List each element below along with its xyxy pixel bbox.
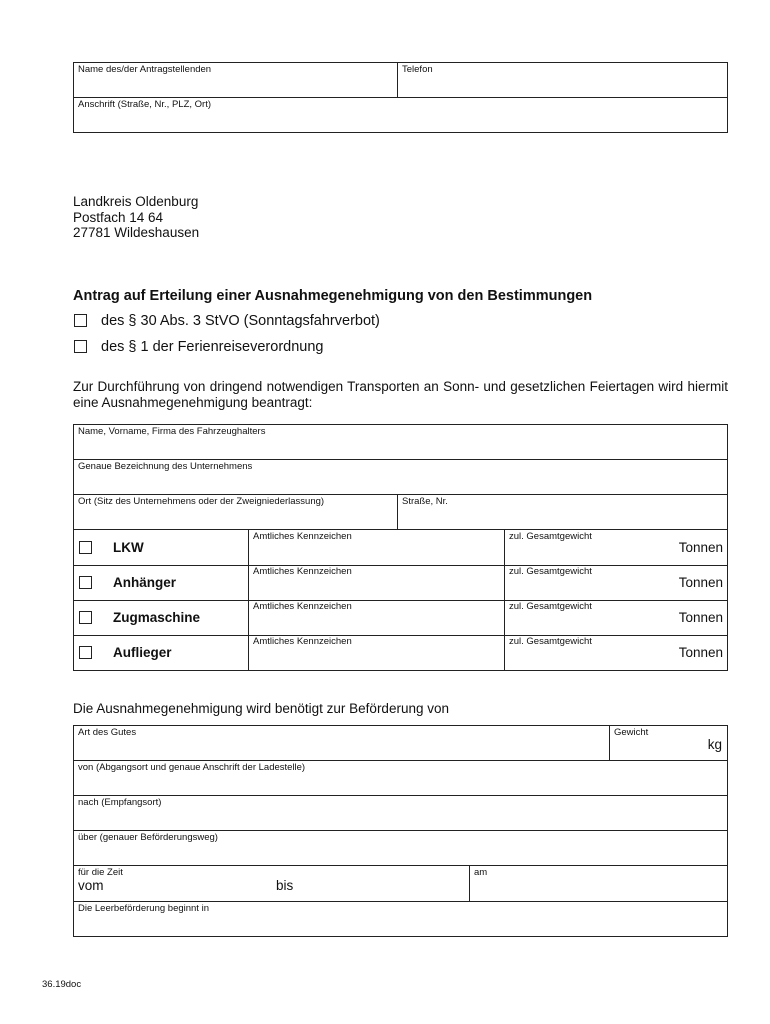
date-field[interactable]: am: [474, 867, 488, 878]
vehicle-divider-3: [73, 635, 728, 636]
from-location-field[interactable]: von (Abgangsort und genaue Anschrift der Ladestelle): [78, 762, 306, 773]
holder-divider-2: [73, 494, 728, 495]
vehicle-checkbox-zugmaschine[interactable]: [79, 611, 92, 624]
vehicle-unit-anhaenger: Tonnen: [678, 575, 723, 590]
vehicle-unit-zugmaschine: Tonnen: [678, 610, 723, 625]
applicant-address-field[interactable]: Anschrift (Straße, Nr., PLZ, Ort): [78, 99, 212, 110]
vehicle-checkbox-auflieger[interactable]: [79, 646, 92, 659]
holder-divider-1: [73, 459, 728, 460]
vehicle-unit-auflieger: Tonnen: [678, 645, 723, 660]
recipient-address: [73, 194, 199, 241]
to-location-field[interactable]: nach (Empfangsort): [78, 797, 162, 808]
vehicle-type-lkw: LKW: [113, 540, 144, 555]
transport-divider-3: [73, 830, 728, 831]
transport-divider-1: [73, 760, 728, 761]
applicant-col-divider: [397, 62, 398, 97]
vehicle-weight-field-zugmaschine[interactable]: zul. Gesamtgewicht: [509, 601, 592, 612]
vehicle-weight-field-auflieger[interactable]: zul. Gesamtgewicht: [509, 636, 592, 647]
transport-divider-2: [73, 795, 728, 796]
transport-weight-divider: [609, 725, 610, 760]
route-field[interactable]: über (genauer Beförderungsweg): [78, 832, 218, 843]
option-checkbox-sunday[interactable]: [74, 314, 87, 327]
vehicle-plate-field-lkw[interactable]: Amtliches Kennzeichen: [253, 531, 352, 542]
vehicle-checkbox-lkw[interactable]: [79, 541, 92, 554]
option-label-sunday: des § 30 Abs. 3 StVO (Sonntagsfahrverbot): [101, 313, 380, 329]
period-field[interactable]: für die Zeit: [78, 867, 123, 878]
vehicle-unit-lkw: Tonnen: [678, 540, 723, 555]
applicant-divider: [73, 97, 728, 98]
vehicle-plate-field-zugmaschine[interactable]: Amtliches Kennzeichen: [253, 601, 352, 612]
vehicle-type-anhaenger: Anhänger: [113, 575, 177, 590]
option-checkbox-holiday[interactable]: [74, 340, 87, 353]
form-title: Antrag auf Erteilung einer Ausnahmegenehmigung von den Bestimmungen: [73, 288, 593, 304]
applicant-phone-field[interactable]: Telefon: [402, 64, 433, 75]
recipient-line-1: Landkreis Oldenburg: [73, 194, 199, 209]
vehicle-weight-field-anhaenger[interactable]: zul. Gesamtgewicht: [509, 566, 592, 577]
transport-divider-4: [73, 865, 728, 866]
holder-place-field[interactable]: Ort (Sitz des Unternehmens oder der Zweigniederlassung): [78, 496, 325, 507]
intro-text: Zur Durchführung von dringend notwendigen Transporten an Sonn- und gesetzlichen Feiertagen wird hiermit eine Ausnahmegenehmigung beantragt:: [73, 379, 728, 410]
vehicle-type-zugmaschine: Zugmaschine: [113, 610, 201, 625]
vehicle-col-divider-1: [248, 529, 249, 671]
holder-divider-3: [73, 529, 728, 530]
vehicle-plate-field-auflieger[interactable]: Amtliches Kennzeichen: [253, 636, 352, 647]
goods-weight-unit: kg: [707, 737, 722, 752]
document-code: 36.19doc: [42, 979, 82, 990]
empty-run-field[interactable]: Die Leerbeförderung beginnt in: [78, 903, 209, 914]
transport-heading: Die Ausnahmegenehmigung wird benötigt zur Beförderung von: [73, 701, 449, 716]
holder-company-field[interactable]: Genaue Bezeichnung des Unternehmens: [78, 461, 253, 472]
recipient-line-2: Postfach 14 64: [73, 209, 164, 225]
period-from-label: vom: [78, 878, 104, 893]
holder-street-field[interactable]: Straße, Nr.: [402, 496, 448, 507]
goods-type-field[interactable]: Art des Gutes: [78, 727, 137, 738]
vehicle-checkbox-anhaenger[interactable]: [79, 576, 92, 589]
period-to-label: bis: [276, 878, 294, 893]
transport-date-divider: [469, 865, 470, 901]
holder-street-divider: [397, 494, 398, 529]
goods-weight-field[interactable]: Gewicht: [614, 727, 649, 738]
holder-name-field[interactable]: Name, Vorname, Firma des Fahrzeughalters: [78, 426, 266, 437]
vehicle-col-divider-2: [504, 529, 505, 671]
vehicle-divider-2: [73, 600, 728, 601]
recipient-line-3: 27781 Wildeshausen: [73, 225, 200, 240]
option-label-holiday: des § 1 der Ferienreiseverordnung: [101, 339, 324, 355]
vehicle-type-auflieger: Auflieger: [113, 645, 172, 660]
vehicle-divider-1: [73, 565, 728, 566]
vehicle-weight-field-lkw[interactable]: zul. Gesamtgewicht: [509, 531, 592, 542]
applicant-name-field[interactable]: Name des/der Antragstellenden: [78, 64, 212, 75]
vehicle-plate-field-anhaenger[interactable]: Amtliches Kennzeichen: [253, 566, 352, 577]
transport-divider-5: [73, 901, 728, 902]
